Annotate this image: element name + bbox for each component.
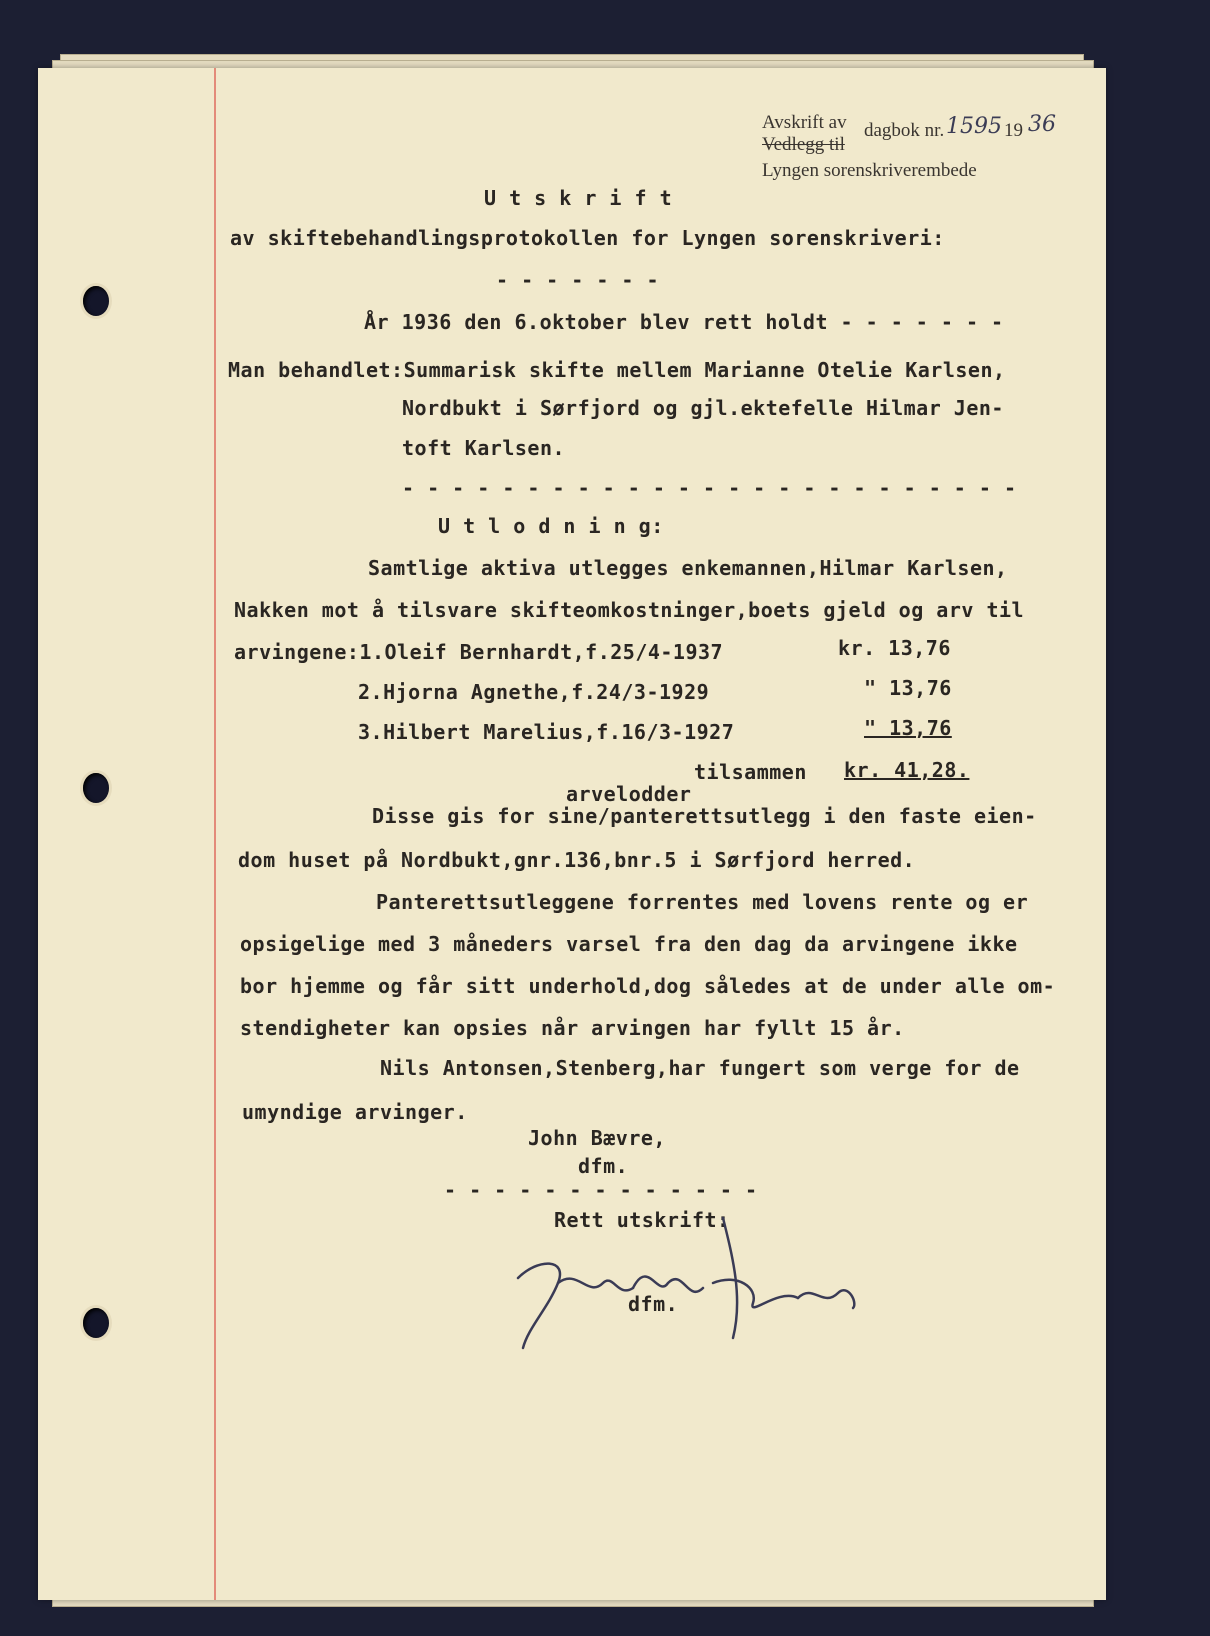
case-line-2: Nordbukt i Sørfjord og gjl.ektefelle Hilmar Jen- bbox=[402, 396, 1004, 420]
heir-label: 2.Hjorna Agnethe,f.24/3-1929 bbox=[358, 680, 710, 704]
separator: - - - - - - - - - - - - - - - - - - - - - - - - - bbox=[402, 476, 1017, 500]
heir-amount: kr. 13,76 bbox=[838, 636, 951, 660]
document-title: U t s k r i f t bbox=[484, 186, 673, 210]
paragraph-line: Nils Antonsen,Stenberg,har fungert som verge for de bbox=[380, 1056, 1020, 1080]
signature bbox=[508, 1188, 868, 1358]
heir-amount: " 13,76 bbox=[864, 716, 952, 740]
case-line-1: Man behandlet:Summarisk skifte mellem Marianne Otelie Karlsen, bbox=[228, 358, 1006, 382]
heir-label: arvingene:1.Oleif Bernhardt,f.25/4-1937 bbox=[234, 640, 724, 664]
paragraph-line: stendigheter kan opsies når arvingen har fyllt 15 år. bbox=[240, 1016, 905, 1040]
opening-line: År 1936 den 6.oktober blev rett holdt - - - - - - - bbox=[364, 310, 1004, 334]
heir-amount: " 13,76 bbox=[864, 676, 952, 700]
signer-name: John Bævre, bbox=[528, 1126, 666, 1150]
document-page bbox=[38, 68, 1106, 1600]
heir-label: 3.Hilbert Marelius,f.16/3-1927 bbox=[358, 720, 735, 744]
signer-title: dfm. bbox=[578, 1154, 629, 1178]
certified-label: Rett utskrift: bbox=[554, 1208, 730, 1232]
stamp-dagbok-label: dagbok nr. bbox=[864, 120, 945, 141]
stamp-office: Lyngen sorenskriverembede bbox=[762, 160, 977, 181]
punch-hole bbox=[83, 773, 109, 803]
total-amount: kr. 41,28. bbox=[844, 758, 970, 782]
total-label: tilsammen bbox=[694, 760, 807, 784]
paragraph-line: Samtlige aktiva utlegges enkemannen,Hilmar Karlsen, bbox=[368, 556, 1008, 580]
section-heading: U t l o d n i n g: bbox=[438, 514, 664, 538]
paragraph-line: Panterettsutleggene forrentes med lovens rente og er bbox=[376, 890, 1029, 914]
separator: - - - - - - - bbox=[496, 268, 660, 292]
margin-line bbox=[214, 68, 216, 1600]
dagbok-number: 1595 bbox=[946, 114, 1002, 139]
stamp-line-avskrift: Avskrift av bbox=[762, 112, 847, 133]
case-line-3: toft Karlsen. bbox=[402, 436, 566, 460]
punch-hole bbox=[83, 286, 109, 316]
stamp-line-vedlegg: Vedlegg til bbox=[762, 134, 845, 155]
paragraph-line: dom huset på Nordbukt,gnr.136,bnr.5 i Sørfjord herred. bbox=[238, 848, 916, 872]
stamp-year-prefix: 19 bbox=[1004, 120, 1023, 141]
punch-hole bbox=[83, 1308, 109, 1338]
separator: - - - - - - - - - - - - - bbox=[444, 1178, 758, 1202]
insert-word: arvelodder bbox=[566, 782, 692, 806]
paragraph-line: umyndige arvinger. bbox=[242, 1100, 468, 1124]
signature-title: dfm. bbox=[628, 1292, 679, 1316]
document-subtitle: av skiftebehandlingsprotokollen for Lyngen sorenskriveri: bbox=[230, 226, 945, 250]
stamp-year-suffix: 36 bbox=[1028, 112, 1056, 137]
paragraph-line: opsigelige med 3 måneders varsel fra den dag da arvingene ikke bbox=[240, 932, 1018, 956]
paragraph-line: Nakken mot å tilsvare skifteomkostninger,boets gjeld og arv til bbox=[234, 598, 1025, 622]
paragraph-line: Disse gis for sine/panterettsutlegg i den faste eien- bbox=[372, 804, 1037, 828]
paragraph-line: bor hjemme og får sitt underhold,dog således at de under alle om- bbox=[240, 974, 1056, 998]
